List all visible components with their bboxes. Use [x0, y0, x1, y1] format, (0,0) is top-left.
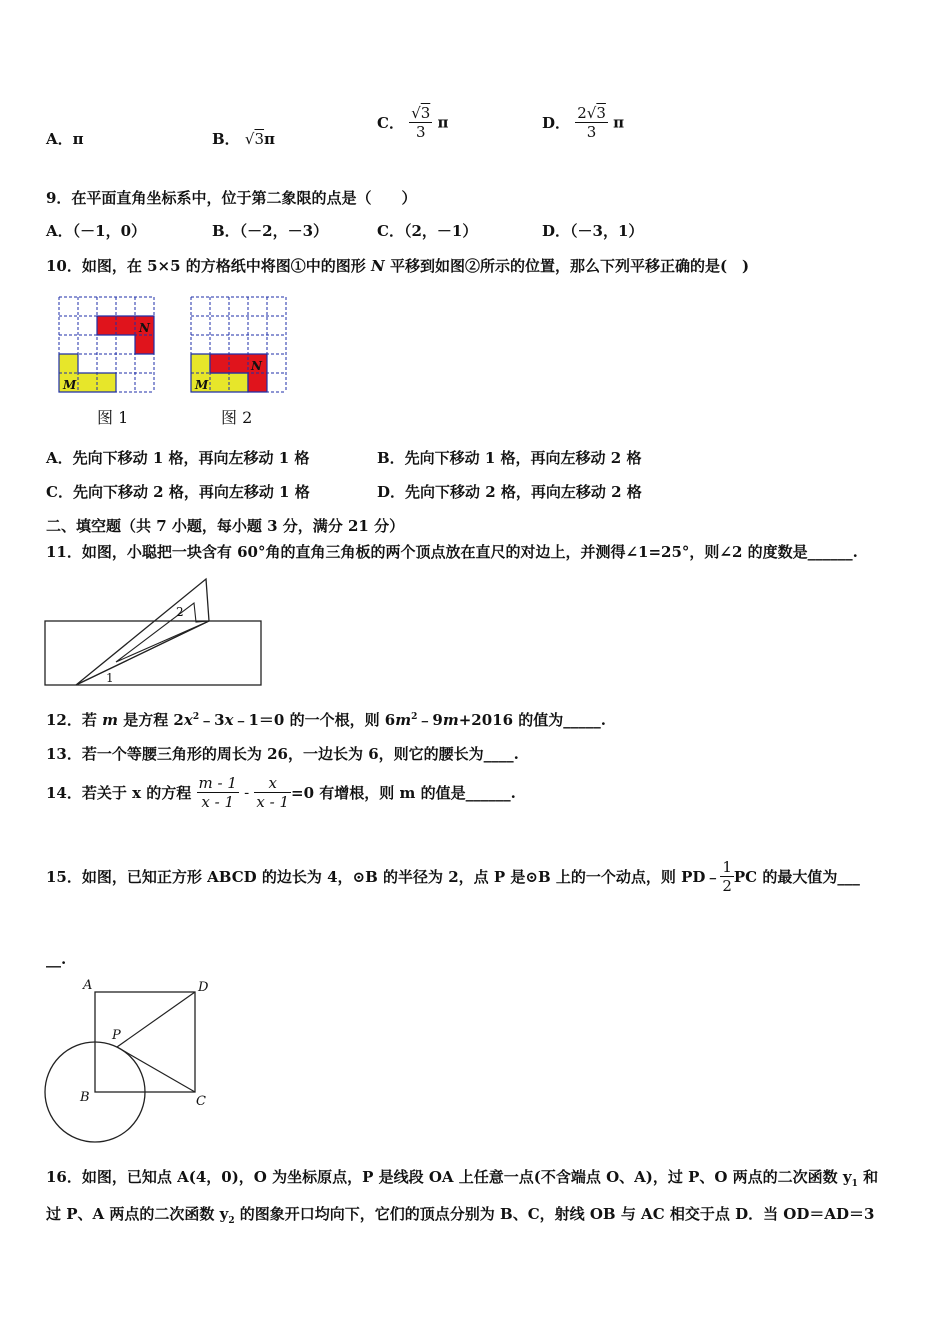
q16-line-2-subscript: 2	[228, 1216, 235, 1226]
q15-fraction	[720, 858, 734, 895]
q10-figures	[56, 294, 296, 430]
q14-fraction-1-numerator: m - 1	[198, 774, 237, 792]
q8-option-d-root-sign: √	[586, 104, 597, 122]
q12-var-m2: m	[395, 711, 412, 729]
q13-stem: 13．若一个等腰三角形的周长为 26，一边长为 6，则它的腰长为____.	[46, 745, 519, 763]
q11-ruler	[45, 621, 261, 685]
q14-stem	[46, 774, 516, 811]
q9-option-a: A．（－1，0）	[46, 222, 147, 240]
q11-figure	[44, 576, 264, 688]
q8-option-c-radicand: 3	[420, 104, 431, 122]
q15-stem	[46, 858, 860, 895]
q16-line-2-part-a: 过 P、A 两点的二次函数 y	[46, 1205, 229, 1223]
q10-stem-part2: 平移到如图②所示的位置，那么下列平移正确的是( )	[384, 257, 750, 275]
q12-part5: ﹣9	[417, 711, 443, 729]
q8-option-d-unit: π	[613, 113, 625, 132]
q12-var-m1: m	[102, 711, 118, 729]
q8-option-b-root-sign: √	[244, 130, 255, 148]
q8-option-d-label: D．	[542, 114, 571, 132]
q11-stem: 11．如图，小聪把一块含有 60°角的直角三角板的两个顶点放在直尺的对边上，并测得∠1=25°，则∠2 的度数是______.	[46, 543, 858, 561]
q10-fig2-label-n: N	[251, 359, 262, 373]
q8-option-b-label: B．	[212, 130, 240, 148]
q10-fig1-label-n: N	[139, 321, 150, 335]
q14-fraction-2-numerator: x	[254, 774, 291, 793]
q15-prefix: 15．如图，已知正方形 ABCD 的边长为 4，⊙B 的半径为 2，点 P 是⊙B 上的一个动点，则 PD﹣	[46, 868, 721, 886]
q10-option-b: B．先向下移动 1 格，再向左移动 2 格	[377, 449, 642, 467]
q15-label-p: P	[112, 1028, 121, 1043]
q16-line-1	[46, 1166, 878, 1189]
section-2-title: 二、填空题（共 7 小题，每小题 3 分，满分 21 分）	[46, 517, 405, 535]
q15-label-a: A	[83, 978, 93, 993]
q10-figure-2	[191, 297, 286, 427]
q15-suffix: PC 的最大值为___	[733, 868, 860, 886]
q8-option-a: A．π	[46, 130, 84, 148]
q8-option-b-radicand: 3	[254, 130, 265, 148]
q11-triangle-outer	[76, 579, 209, 685]
q15-fraction-denominator: 2	[722, 877, 732, 895]
q10-stem-part1: 10．如图，在 5×5 的方格纸中将图①中的图形	[46, 257, 371, 275]
q12-exp2: 2	[411, 712, 418, 722]
q16-line-2-part-b: 的图象开口均向下，它们的顶点分别为 B、C，射线 OB 与 AC 相交于点 D．当 OD＝AD＝3	[234, 1205, 875, 1223]
q16-line-1-subscript: 1	[851, 1179, 858, 1189]
q8-option-c-denominator: 3	[415, 123, 426, 141]
q11-triangle-inner	[116, 603, 209, 662]
q8-option-d-radicand: 3	[596, 104, 606, 122]
q15-figure	[40, 974, 220, 1146]
q10-fig2-caption: 图 2	[221, 408, 253, 427]
q12-part1: 12．若	[46, 711, 103, 729]
q9-option-b: B．（－2，－3）	[212, 222, 329, 240]
q14-minus: -	[244, 783, 250, 802]
q15-segment-pd	[117, 992, 195, 1047]
q15-segment-pc	[117, 1047, 195, 1092]
q8-option-b	[212, 128, 275, 149]
q8-option-c-unit: π	[437, 113, 449, 132]
q12-part4: ﹣1＝0 的一个根，则 6	[233, 711, 396, 729]
q10-fig1-caption: 图 1	[97, 408, 129, 427]
q10-stem-variable: N	[371, 257, 385, 275]
q15-stem-tail: __.	[46, 950, 67, 968]
q12-part2: 是方程 2	[117, 711, 184, 729]
q10-stem	[46, 255, 749, 276]
q12-part6: +2016 的值为_____.	[458, 711, 606, 729]
q12-var-x1: x	[183, 711, 193, 729]
q10-option-c: C．先向下移动 2 格，再向左移动 1 格	[46, 483, 310, 501]
q12-exp1: 2	[192, 712, 200, 722]
q14-fraction-1	[197, 774, 239, 811]
q8-option-c-label: C．	[377, 114, 404, 132]
q16-line-1-part-b: 和	[857, 1168, 879, 1186]
q8-option-c-fraction	[409, 104, 432, 141]
q11-angle-1-label: 1	[106, 671, 114, 685]
q8-option-c	[377, 104, 449, 141]
q14-fraction-1-denominator: x - 1	[201, 793, 234, 811]
q15-label-c: C	[196, 1094, 206, 1109]
q14-fraction-2-denominator: x - 1	[256, 793, 290, 811]
q8-option-c-root-sign: √	[411, 104, 421, 122]
q15-square	[95, 992, 195, 1092]
q8-option-d	[542, 104, 624, 141]
q10-figure-1	[59, 297, 154, 427]
q16-line-2	[46, 1203, 874, 1226]
q8-option-d-fraction	[575, 104, 608, 141]
q9-option-c: C．（2，－1）	[377, 222, 478, 240]
q8-option-d-denominator: 3	[586, 123, 597, 141]
q9-stem: 9．在平面直角坐标系中，位于第二象限的点是（ ）	[46, 189, 417, 207]
q14-suffix: =0 有增根，则 m 的值是______.	[291, 784, 516, 802]
q11-angle-2-label: 2	[176, 605, 184, 619]
q14-fraction-2	[254, 774, 291, 811]
q10-fig1-label-m: M	[63, 378, 77, 392]
q14-prefix: 14．若关于 x 的方程	[46, 784, 192, 802]
q9-option-d: D．（－3，1）	[542, 222, 644, 240]
q15-fraction-numerator: 1	[722, 858, 732, 876]
q10-option-a: A．先向下移动 1 格，再向左移动 1 格	[46, 449, 310, 467]
q8-option-b-unit: π	[264, 130, 276, 148]
q12-stem	[46, 709, 606, 730]
q15-label-b: B	[80, 1090, 90, 1105]
q15-label-d: D	[198, 980, 209, 995]
q12-var-x2: x	[224, 711, 234, 729]
q10-fig2-label-m: M	[195, 378, 209, 392]
q12-var-m3: m	[442, 711, 459, 729]
q8-option-d-coefficient: 2	[577, 104, 587, 122]
q12-part3: ﹣3	[199, 711, 225, 729]
q16-line-1-part-a: 16．如图，已知点 A(4，0)，O 为坐标原点，P 是线段 OA 上任意一点(不含端点 O、A)，过 P、O 两点的二次函数 y	[46, 1168, 852, 1186]
q10-option-d: D．先向下移动 2 格，再向左移动 2 格	[377, 483, 642, 501]
